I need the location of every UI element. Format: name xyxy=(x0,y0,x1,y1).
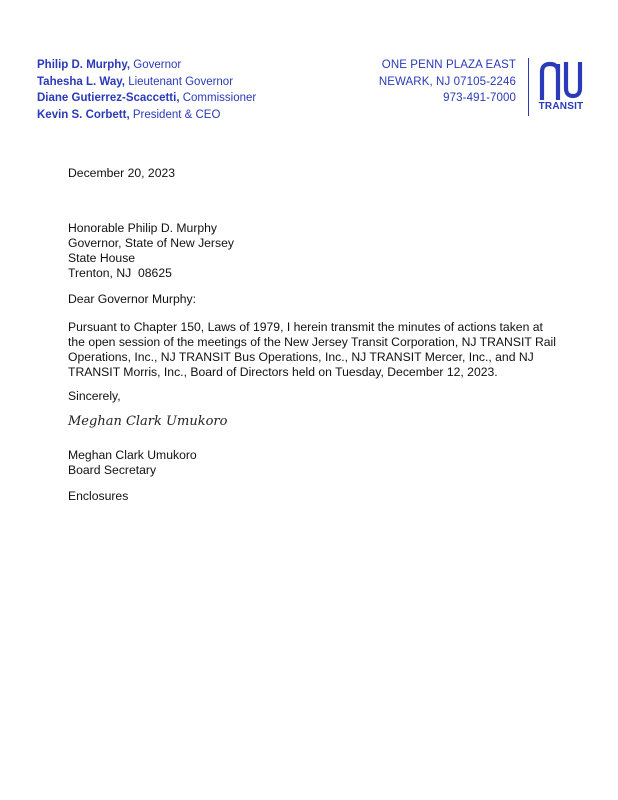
signer-title: Board Secretary xyxy=(68,463,157,477)
nj-transit-logo xyxy=(538,60,584,112)
phone-number: 973-491-7000 xyxy=(443,92,516,104)
address-line: NEWARK, NJ 07105-2246 xyxy=(378,75,516,88)
logo-wordmark: TRANSIT xyxy=(538,101,584,112)
recipient-line: Governor, State of New Jersey xyxy=(68,236,234,250)
nj-transit-logo-mark xyxy=(538,60,584,100)
official-row xyxy=(37,107,256,124)
handwritten-signature: Meghan Clark Umukoro xyxy=(68,414,228,429)
official-title: President & CEO xyxy=(132,108,221,121)
recipient-address xyxy=(68,221,558,281)
official-row xyxy=(37,74,256,91)
address-line: ONE PENN PLAZA EAST xyxy=(381,59,516,71)
recipient-line: State House xyxy=(68,251,136,265)
closing: Sincerely, xyxy=(68,389,121,403)
salutation: Dear Governor Murphy: xyxy=(68,292,197,306)
official-row xyxy=(37,90,256,107)
body-paragraph: Pursuant to Chapter 150, Laws of 1979, I herein transmit the minutes of actions taken at the open session of the meetings of the New Jersey Transit Corporation, NJ TRANSIT Rail Operations, Inc., NJ TRANSIT Bus Operations, Inc., NJ TRANSIT Mercer, Inc., and NJ TRANSIT Morris, Inc., Board of Directors held on Tuesday, December 12, 2023. xyxy=(68,320,556,379)
signer-name: Meghan Clark Umukoro xyxy=(68,448,197,462)
recipient-line: Honorable Philip D. Murphy xyxy=(68,221,218,235)
official-title: Commissioner xyxy=(182,92,257,104)
official-name: Diane Gutierrez-Scaccetti, xyxy=(37,92,180,104)
recipient-line: Trenton, NJ 08625 xyxy=(68,266,172,280)
official-row xyxy=(37,57,256,74)
official-title: Governor xyxy=(133,59,182,71)
official-title: Lieutenant Governor xyxy=(128,75,234,88)
enclosures-note: Enclosures xyxy=(68,489,129,503)
officials-list xyxy=(37,57,256,123)
organization-address xyxy=(379,57,516,107)
official-name: Tahesha L. Way, xyxy=(37,75,125,88)
letter-date: December 20, 2023 xyxy=(68,166,176,180)
official-name: Kevin S. Corbett, xyxy=(37,108,130,121)
official-name: Philip D. Murphy, xyxy=(37,59,131,71)
header-divider xyxy=(528,58,529,116)
signer-block xyxy=(68,448,558,478)
letter-body xyxy=(68,320,558,380)
